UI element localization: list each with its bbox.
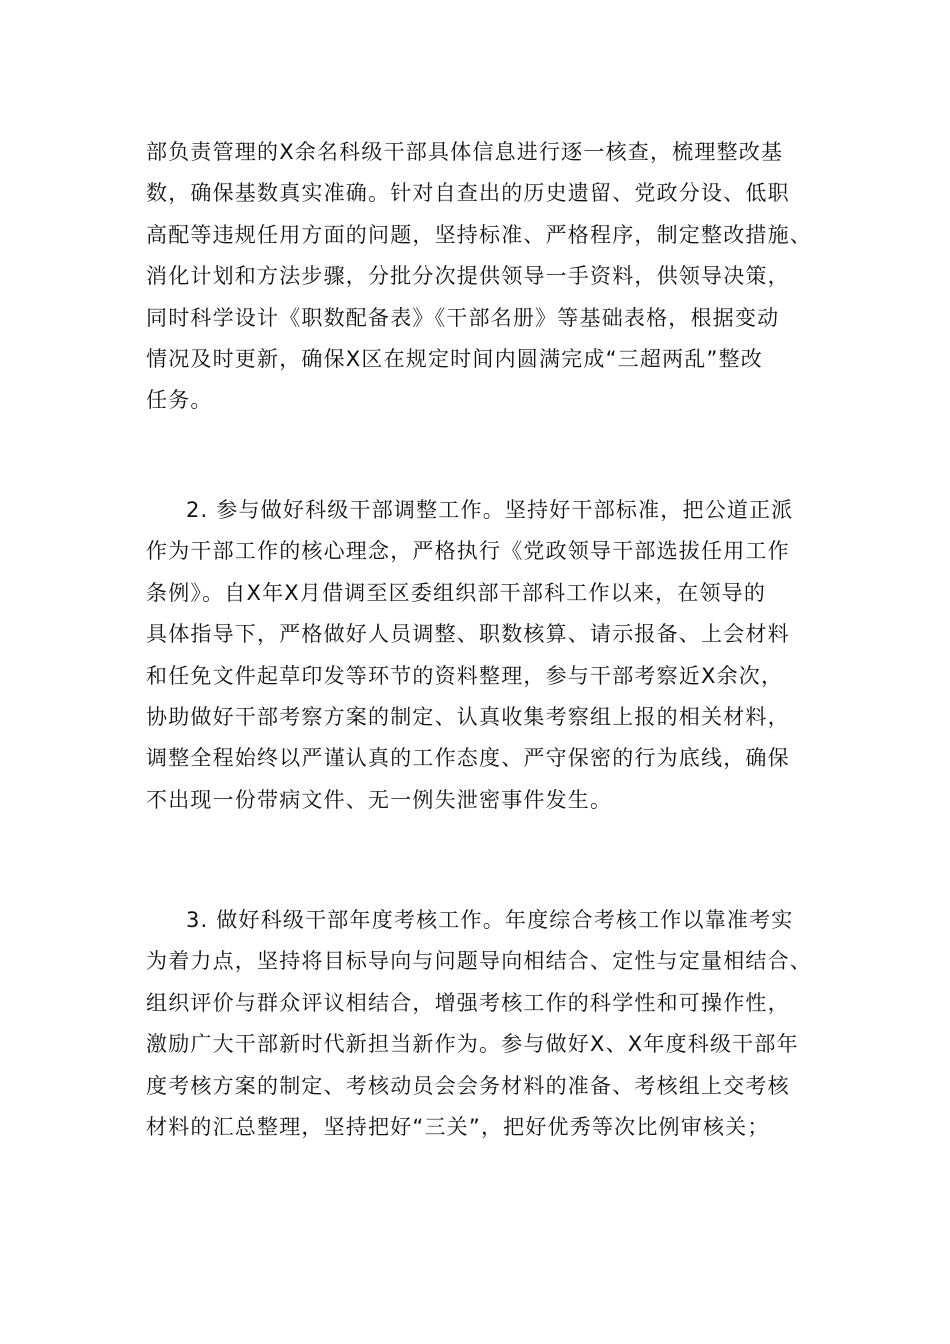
text-line: 和任免文件起草印发等环节的资料整理，参与干部考察近X余次， [146,663,784,688]
text-line-first: 3. 做好科级干部年度考核工作。年度综合考核工作以靠准考实 [186,908,794,932]
text-line: 任务。 [146,388,213,413]
text-line: 数，确保基数真实准确。针对自查出的历史遗留、党政分设、低职 [146,181,790,206]
text-line: 调整全程始终以严谨认真的工作态度、严守保密的行为底线，确保 [146,746,790,771]
text-line: 情况及时更新，确保X区在规定时间内圆满完成“三超两乱”整改 [146,346,763,371]
text-line: 度考核方案的制定、考核动员会会务材料的准备、考核组上交考核 [146,1073,790,1098]
text-line: 组织评价与群众评议相结合，增强考核工作的科学性和可操作性， [146,990,790,1015]
text-line: 同时科学设计《职数配备表》《干部名册》等基础表格，根据变动 [146,305,780,330]
text-line-first: 2. 参与做好科级干部调整工作。坚持好干部标准，把公道正派 [186,498,794,522]
text-line: 高配等违规任用方面的问题，坚持标准、严格程序，制定整改措施、 [146,222,812,247]
text-line: 作为干部工作的核心理念，严格执行《党政领导干部选拔任用工作 [146,539,790,564]
text-line: 条例》。自X年X月借调至区委组织部干部科工作以来，在领导的 [146,580,767,605]
text-line: 具体指导下，严格做好人员调整、职数核算、请示报备、上会材料 [146,622,790,647]
text-line: 为着力点，坚持将目标导向与问题导向相结合、定性与定量相结合、 [146,949,812,974]
text-line: 部负责管理的X余名科级干部具体信息进行逐一核查，梳理整改基 [146,140,784,164]
text-line: 激励广大干部新时代新担当新作为。参与做好X、X年度科级干部年 [146,1032,799,1057]
paragraph-1 [146,132,836,422]
paragraph-3 [146,900,836,1148]
paragraph-2 [146,490,836,821]
text-line: 材料的汇总整理，坚持把好“三关”，把好优秀等次比例审核关； [146,1114,770,1139]
text-line: 消化计划和方法步骤，分批分次提供领导一手资料，供领导决策， [146,264,790,289]
text-line: 协助做好干部考察方案的制定、认真收集考察组上报的相关材料， [146,704,790,729]
text-line: 不出现一份带病文件、无一例失泄密事件发生。 [146,787,613,812]
